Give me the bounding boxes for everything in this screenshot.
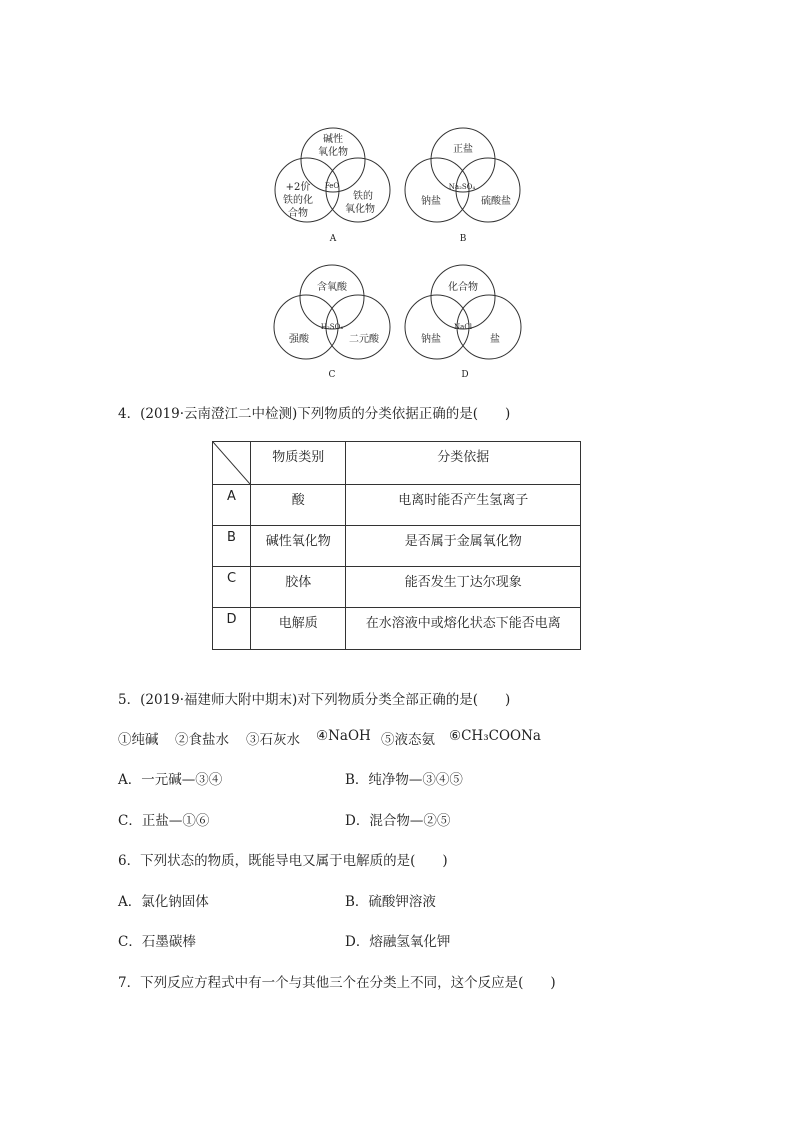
venn-a-left-line1: +2价 bbox=[285, 182, 311, 193]
venn-c-top: 含氧酸 bbox=[317, 282, 347, 293]
venn-a-center: FeO bbox=[324, 182, 340, 190]
q6-option-a: A．氯化钠固体 bbox=[118, 894, 209, 910]
table-header-row bbox=[213, 442, 581, 485]
table-header-basis: 分类依据 bbox=[346, 442, 581, 485]
table-cell-category: 碱性氧化物 bbox=[251, 526, 346, 567]
table-cell-letter: A bbox=[213, 485, 251, 526]
venn-d-circle-top bbox=[431, 265, 495, 329]
table-cell-basis: 能否发生丁达尔现象 bbox=[346, 567, 581, 608]
venn-a-left-line2: 铁的化 bbox=[283, 195, 313, 206]
q6-option-c: C．石墨碳棒 bbox=[118, 934, 196, 950]
venn-d-top: 化合物 bbox=[448, 282, 478, 293]
venn-c-circle-top bbox=[300, 265, 364, 329]
venn-a-left-line3: 合物 bbox=[288, 208, 308, 219]
classification-table bbox=[212, 441, 581, 650]
venn-a-letter: A bbox=[329, 234, 337, 244]
venn-a-right-line2: 氧化物 bbox=[345, 204, 375, 215]
table-cell-letter: D bbox=[213, 608, 251, 650]
table-cell-category: 酸 bbox=[251, 485, 346, 526]
venn-d-center: NaCl bbox=[454, 323, 472, 331]
table-cell-category: 电解质 bbox=[251, 608, 346, 650]
q5-option-c: C．正盐—①⑥ bbox=[118, 813, 210, 829]
venn-c-right: 二元酸 bbox=[349, 334, 379, 345]
table-cell-basis: 是否属于金属氧化物 bbox=[346, 526, 581, 567]
question-6-stem: 6．下列状态的物质，既能导电又属于电解质的是( ) bbox=[118, 853, 448, 869]
table-row bbox=[213, 526, 581, 567]
venn-d-letter: D bbox=[461, 370, 469, 380]
venn-diagram-a bbox=[275, 128, 390, 244]
q5-option-b: B．纯净物—③④⑤ bbox=[345, 772, 463, 788]
venn-diagram-b bbox=[405, 128, 520, 244]
venn-d-right: 盐 bbox=[490, 334, 500, 345]
table-row bbox=[213, 567, 581, 608]
venn-b-letter: B bbox=[459, 234, 467, 244]
table-cell-letter: B bbox=[213, 526, 251, 567]
venn-diagram-d bbox=[405, 265, 521, 380]
venn-b-top: 正盐 bbox=[453, 144, 473, 155]
question-5-stem: 5．(2019·福建师大附中期末)对下列物质分类全部正确的是( ) bbox=[118, 692, 511, 708]
venn-c-left: 强酸 bbox=[289, 334, 309, 345]
q5-item-2: ②食盐水 bbox=[175, 732, 229, 748]
venn-b-left: 钠盐 bbox=[421, 196, 441, 207]
table-cell-basis: 在水溶液中或熔化状态下能否电离 bbox=[346, 608, 581, 650]
table-cell-letter: C bbox=[213, 567, 251, 608]
q6-option-b: B．硫酸钾溶液 bbox=[345, 894, 436, 910]
question-7-stem: 7．下列反应方程式中有一个与其他三个在分类上不同，这个反应是( ) bbox=[118, 975, 556, 991]
q5-item-6: ⑥CH₃COONa bbox=[449, 728, 541, 744]
venn-diagram-c bbox=[274, 265, 390, 380]
venn-a-top-line1: 碱性 bbox=[323, 134, 343, 145]
table-cell-basis: 电离时能否产生氢离子 bbox=[346, 485, 581, 526]
q6-option-d: D．熔融氢氧化钾 bbox=[345, 934, 451, 950]
q5-option-d: D．混合物—②⑤ bbox=[345, 813, 451, 829]
venn-a-right-line1: 铁的 bbox=[353, 191, 373, 202]
table-row bbox=[213, 608, 581, 650]
venn-c-center: H₂SO₄ bbox=[320, 323, 344, 331]
diagonal-line bbox=[213, 442, 250, 484]
venn-diagrams bbox=[0, 0, 794, 400]
q5-option-a: A．一元碱—③④ bbox=[118, 772, 223, 788]
question-4-stem: 4．(2019·云南澄江二中检测)下列物质的分类依据正确的是( ) bbox=[118, 406, 511, 422]
table-cell-category: 胶体 bbox=[251, 567, 346, 608]
table-row bbox=[213, 485, 581, 526]
q5-item-1: ①纯碱 bbox=[118, 732, 159, 748]
venn-b-center: Na₂SO₄ bbox=[448, 183, 476, 191]
q5-item-5: ⑤液态氨 bbox=[381, 732, 435, 748]
venn-d-left: 钠盐 bbox=[421, 334, 441, 345]
q5-item-3: ③石灰水 bbox=[246, 732, 300, 748]
table-corner-cell bbox=[213, 442, 251, 485]
q5-item-4: ④NaOH bbox=[316, 728, 371, 744]
venn-c-letter: C bbox=[328, 370, 336, 380]
venn-b-right: 硫酸盐 bbox=[481, 196, 511, 207]
venn-a-top-line2: 氧化物 bbox=[318, 147, 348, 158]
table-header-category: 物质类别 bbox=[251, 442, 346, 485]
